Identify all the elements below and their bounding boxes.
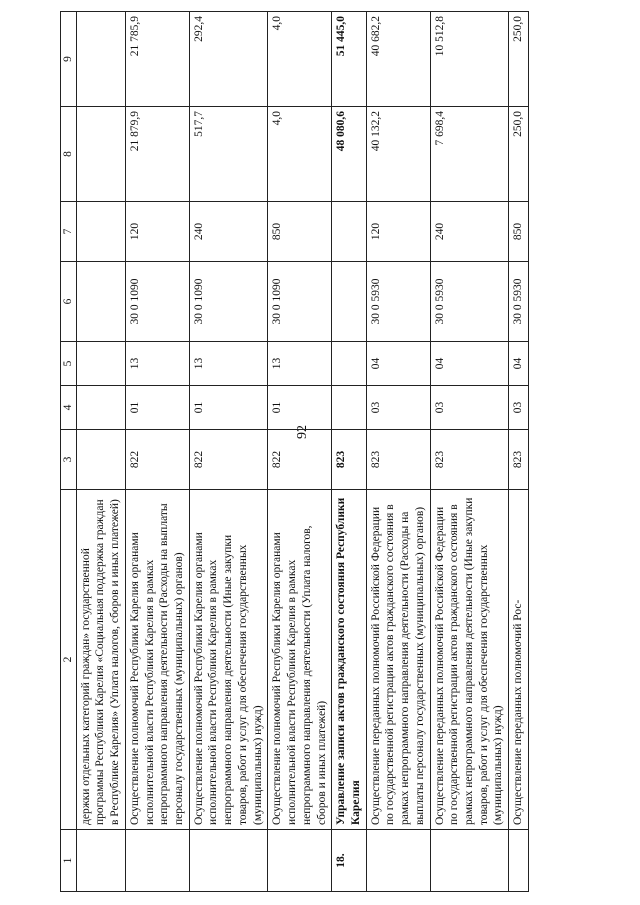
amount-col-9: 292,4 [189, 12, 268, 107]
target-article-code [332, 262, 366, 342]
expense-type-code: 120 [366, 202, 430, 262]
amount-col-9: 21 785,9 [125, 12, 189, 107]
row-name: Осуществление полномочий Республики Карелия органами исполнительной власти Республики Карелия в рамках непрограммного направления деятельности (Уплата налогов, сборов и иных платежей) [268, 490, 332, 830]
amount-col-9: 250,0 [509, 12, 529, 107]
row-number [509, 830, 529, 892]
table-row [509, 12, 529, 892]
target-article-code: 30 0 5930 [509, 262, 529, 342]
section-code: 01 [189, 386, 268, 430]
target-article-code: 30 0 1090 [189, 262, 268, 342]
amount-col-8: 40 132,2 [366, 107, 430, 202]
row-name: Осуществление полномочий Республики Карелия органами исполнительной власти Республики Карелия в рамках непрограммного направления деятельности (Иные закупки товаров, работ и услуг для обеспечения государственных (муниципальных) нужд) [189, 490, 268, 830]
subsection-code: 04 [509, 342, 529, 386]
row-number [366, 830, 430, 892]
subsection-code: 13 [125, 342, 189, 386]
column-header: 1 [61, 830, 77, 892]
amount-col-9: 10 512,8 [430, 12, 509, 107]
section-code: 01 [125, 386, 189, 430]
target-article-code [76, 262, 125, 342]
row-number [430, 830, 509, 892]
admin-code: 822 [268, 430, 332, 490]
subsection-code [76, 342, 125, 386]
amount-col-9 [76, 12, 125, 107]
expense-type-code: 240 [189, 202, 268, 262]
table-row [125, 12, 189, 892]
admin-code: 823 [430, 430, 509, 490]
row-name: Осуществление переданных полномочий Рос- [509, 490, 529, 830]
expense-type-code: 120 [125, 202, 189, 262]
budget-table [60, 11, 529, 892]
page-number: 92 [295, 425, 310, 439]
amount-col-8: 517,7 [189, 107, 268, 202]
target-article-code: 30 0 1090 [125, 262, 189, 342]
section-code: 03 [430, 386, 509, 430]
amount-col-8 [76, 107, 125, 202]
column-header: 4 [61, 386, 77, 430]
subsection-code: 13 [268, 342, 332, 386]
subsection-code [332, 342, 366, 386]
amount-col-9: 51 445,0 [332, 12, 366, 107]
admin-code: 823 [332, 430, 366, 490]
row-name: держки отдельных категорий граждан» государственной программы Республики Карелия «Социальная поддержка граждан в Республике Карелия» (Уплата налогов, сборов и иных платежей) [76, 490, 125, 830]
expense-type-code: 850 [509, 202, 529, 262]
section-code: 03 [509, 386, 529, 430]
column-header: 3 [61, 430, 77, 490]
target-article-code: 30 0 5930 [366, 262, 430, 342]
row-number [76, 830, 125, 892]
expense-type-code: 240 [430, 202, 509, 262]
table-row [268, 12, 332, 892]
amount-col-8: 48 080,6 [332, 107, 366, 202]
admin-code: 823 [509, 430, 529, 490]
section-code: 03 [366, 386, 430, 430]
column-header: 5 [61, 342, 77, 386]
expense-type-code [332, 202, 366, 262]
amount-col-8: 21 879,9 [125, 107, 189, 202]
row-number [189, 830, 268, 892]
row-number: 18. [332, 830, 366, 892]
row-name: Осуществление переданных полномочий Российской Федерации по государственной регистрации актов гражданского состояния в рамках непрограммного направления деятельности (Иные закупки товаров, работ и услуг для обеспечения государственных (муниципальных) нужд) [430, 490, 509, 830]
column-header: 7 [61, 202, 77, 262]
section-code: 01 [268, 386, 332, 430]
table-body [76, 12, 528, 892]
admin-code: 823 [366, 430, 430, 490]
amount-col-8: 7 698,4 [430, 107, 509, 202]
table-row [332, 12, 366, 892]
admin-code [76, 430, 125, 490]
section-code [76, 386, 125, 430]
table-row [189, 12, 268, 892]
subsection-code: 13 [189, 342, 268, 386]
amount-col-8: 250,0 [509, 107, 529, 202]
subsection-code: 04 [430, 342, 509, 386]
table-row [76, 12, 125, 892]
amount-col-8: 4,0 [268, 107, 332, 202]
row-number [268, 830, 332, 892]
row-name: Осуществление полномочий Республики Карелия органами исполнительной власти Республики Карелия в рамках непрограммного направления деятельности (Расходы на выплаты персоналу государственных (муниципальных) органов) [125, 490, 189, 830]
amount-col-9: 4,0 [268, 12, 332, 107]
column-numbers-row [61, 12, 77, 892]
column-header: 6 [61, 262, 77, 342]
column-header: 2 [61, 490, 77, 830]
row-name: Осуществление переданных полномочий Российской Федерации по государственной регистрации актов гражданского состояния в рамках непрограммного направления деятельности (Расходы на выплаты персоналу государственных (муниципальных) органов) [366, 490, 430, 830]
table-row [366, 12, 430, 892]
target-article-code: 30 0 1090 [268, 262, 332, 342]
column-header: 9 [61, 12, 77, 107]
row-name: Управление записи актов гражданского состояния Республики Карелия [332, 490, 366, 830]
expense-type-code [76, 202, 125, 262]
column-header: 8 [61, 107, 77, 202]
section-code [332, 386, 366, 430]
subsection-code: 04 [366, 342, 430, 386]
row-number [125, 830, 189, 892]
amount-col-9: 40 682,2 [366, 12, 430, 107]
admin-code: 822 [189, 430, 268, 490]
admin-code: 822 [125, 430, 189, 490]
expense-type-code: 850 [268, 202, 332, 262]
table-row [430, 12, 509, 892]
rotated-table-container [60, 12, 640, 892]
target-article-code: 30 0 5930 [430, 262, 509, 342]
